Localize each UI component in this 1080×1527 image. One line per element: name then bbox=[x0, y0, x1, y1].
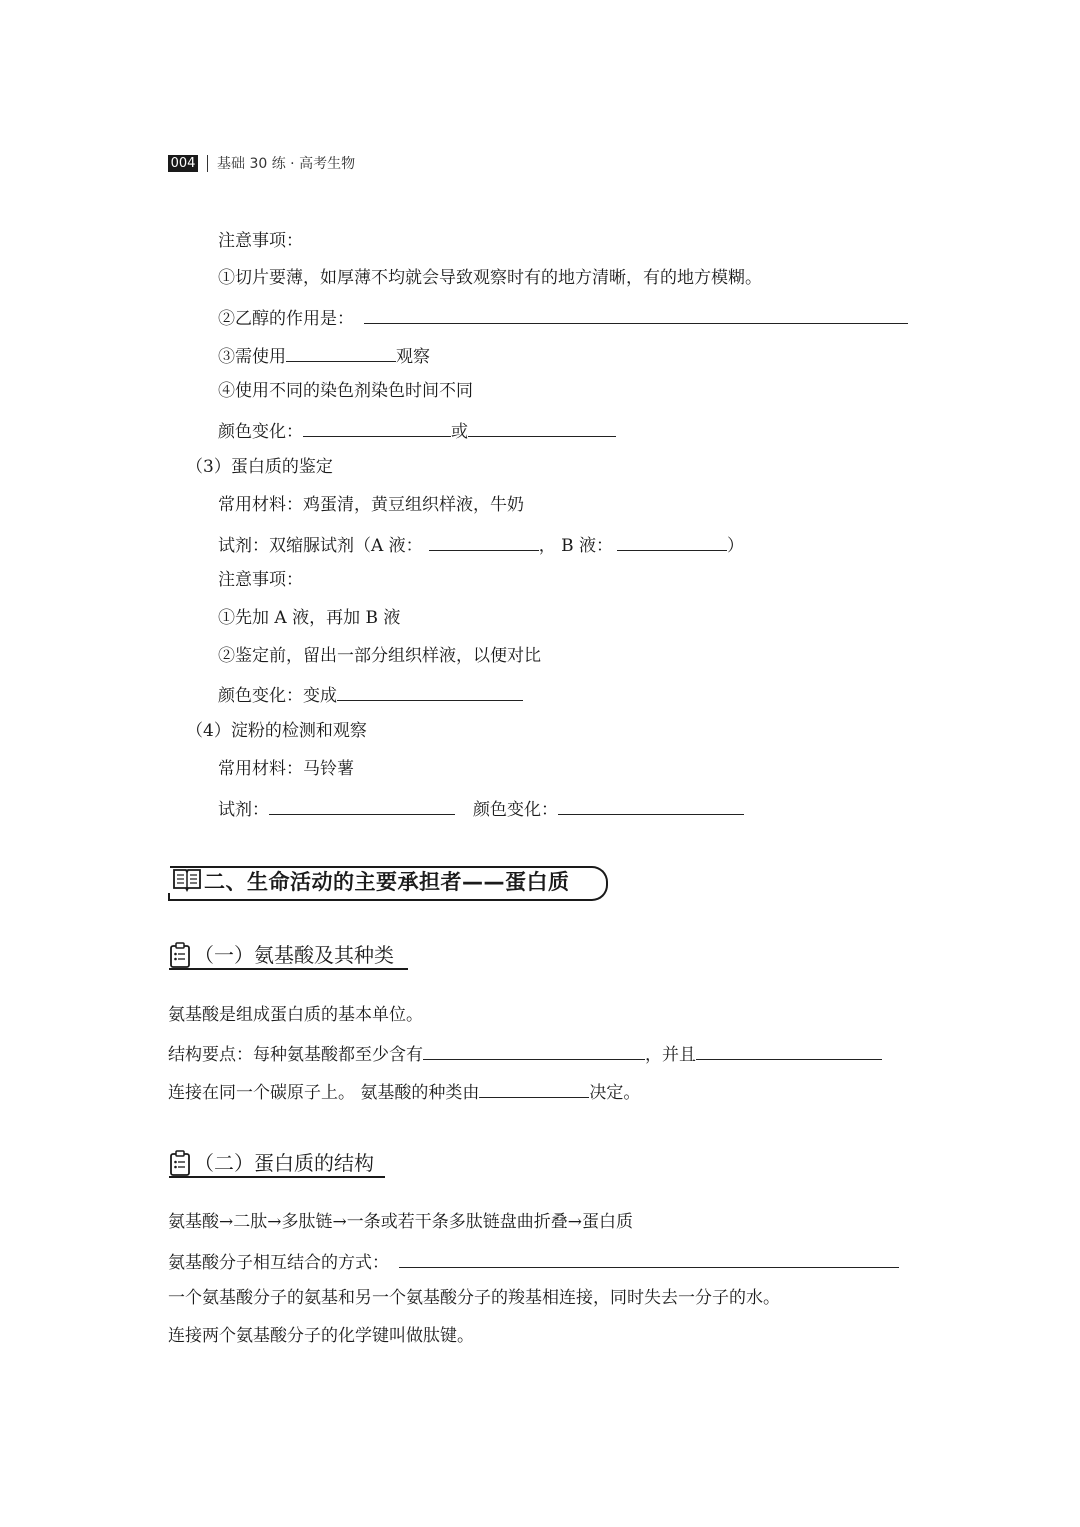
clipboard-icon bbox=[169, 1150, 191, 1176]
fat-color-blank-1[interactable] bbox=[303, 418, 451, 437]
protein-reagent bbox=[218, 532, 744, 557]
protein-color-label: 颜色变化：变成 bbox=[218, 686, 337, 706]
protein-color-change bbox=[218, 682, 523, 707]
peptide-bond-definition: 连接两个氨基酸分子的化学键叫做肽键。 bbox=[168, 1326, 474, 1346]
starch-materials: 常用材料：马铃薯 bbox=[218, 759, 354, 779]
section-2-title: 二、生命活动的主要承担者——蛋白质 bbox=[204, 870, 570, 894]
open-book-icon bbox=[172, 866, 202, 892]
fat-note-3-b: 观察 bbox=[396, 347, 430, 367]
fat-note-3 bbox=[218, 343, 430, 368]
amino-acid-types-a: 连接在同一个碳原子上。 氨基酸的种类由 bbox=[168, 1083, 480, 1103]
fat-note-3-a: ③需使用 bbox=[218, 347, 286, 367]
ethanol-role-blank[interactable] bbox=[364, 305, 908, 324]
types-blank[interactable] bbox=[479, 1079, 589, 1098]
protein-note-1: ①先加 A 液，再加 B 液 bbox=[218, 608, 401, 628]
fat-note-2-label: ②乙醇的作用是： bbox=[218, 309, 354, 329]
fat-color-blank-2[interactable] bbox=[468, 418, 616, 437]
structure-points bbox=[168, 1041, 882, 1066]
starch-reagent-blank[interactable] bbox=[269, 796, 455, 815]
starch-reagent-label: 试剂： bbox=[218, 800, 269, 820]
protein-formation-chain: 氨基酸→二肽→多肽链→一条或若干条多肽链盘曲折叠→蛋白质 bbox=[168, 1212, 633, 1232]
binding-method bbox=[168, 1249, 899, 1274]
protein-color-blank[interactable] bbox=[337, 682, 523, 701]
dehydration-description: 一个氨基酸分子的氨基和另一个氨基酸分子的羧基相连接，同时失去一分子的水。 bbox=[168, 1288, 780, 1308]
protein-reagent-a: 试剂：双缩脲试剂（A 液： bbox=[218, 536, 423, 556]
header-separator bbox=[207, 155, 208, 172]
banner-corner bbox=[168, 893, 176, 901]
structure-points-b: ，并且 bbox=[645, 1045, 696, 1065]
instrument-blank[interactable] bbox=[286, 343, 396, 362]
sub-1-title: （一）氨基酸及其种类 bbox=[194, 943, 394, 967]
book-title: 基础 30 练 · 高考生物 bbox=[217, 156, 356, 172]
protein-materials: 常用材料：鸡蛋清，黄豆组织样液，牛奶 bbox=[218, 495, 524, 515]
clipboard-icon bbox=[169, 942, 191, 968]
protein-section-title: （3）蛋白质的鉴定 bbox=[186, 457, 333, 477]
amino-acid-types-b: 决定。 bbox=[589, 1083, 641, 1103]
sub-2-underline bbox=[169, 1176, 385, 1178]
fat-note-4: ④使用不同的染色剂染色时间不同 bbox=[218, 381, 473, 401]
solution-b-blank[interactable] bbox=[617, 532, 727, 551]
fat-color-change bbox=[218, 418, 616, 443]
binding-method-label: 氨基酸分子相互结合的方式： bbox=[168, 1253, 389, 1273]
starch-color-label: 颜色变化： bbox=[473, 800, 558, 820]
protein-note-2: ②鉴定前，留出一部分组织样液，以便对比 bbox=[218, 646, 541, 666]
amino-acid-types bbox=[168, 1079, 640, 1104]
protein-notes-title: 注意事项： bbox=[218, 570, 303, 590]
fat-color-label: 颜色变化： bbox=[218, 422, 303, 442]
fat-note-1: ①切片要薄，如厚薄不均就会导致观察时有的地方清晰，有的地方模糊。 bbox=[218, 268, 762, 288]
starch-color-blank[interactable] bbox=[558, 796, 744, 815]
amino-acid-def: 氨基酸是组成蛋白质的基本单位。 bbox=[168, 1005, 423, 1025]
fat-note-2 bbox=[218, 305, 908, 330]
notes-title: 注意事项： bbox=[218, 231, 303, 251]
solution-a-blank[interactable] bbox=[429, 532, 539, 551]
structure-blank-1[interactable] bbox=[423, 1041, 645, 1060]
protein-reagent-b: ， B 液： bbox=[538, 536, 613, 556]
page-number: 004 bbox=[168, 155, 198, 172]
structure-points-a: 结构要点：每种氨基酸都至少含有 bbox=[168, 1045, 423, 1065]
protein-reagent-c: ） bbox=[727, 536, 744, 556]
structure-blank-2[interactable] bbox=[696, 1041, 882, 1060]
fat-color-or: 或 bbox=[451, 422, 468, 442]
starch-reagent-row bbox=[218, 796, 744, 821]
binding-method-blank[interactable] bbox=[399, 1249, 899, 1268]
sub-2-title: （二）蛋白质的结构 bbox=[194, 1151, 374, 1175]
sub-1-underline bbox=[169, 968, 408, 970]
starch-section-title: （4）淀粉的检测和观察 bbox=[186, 721, 367, 741]
